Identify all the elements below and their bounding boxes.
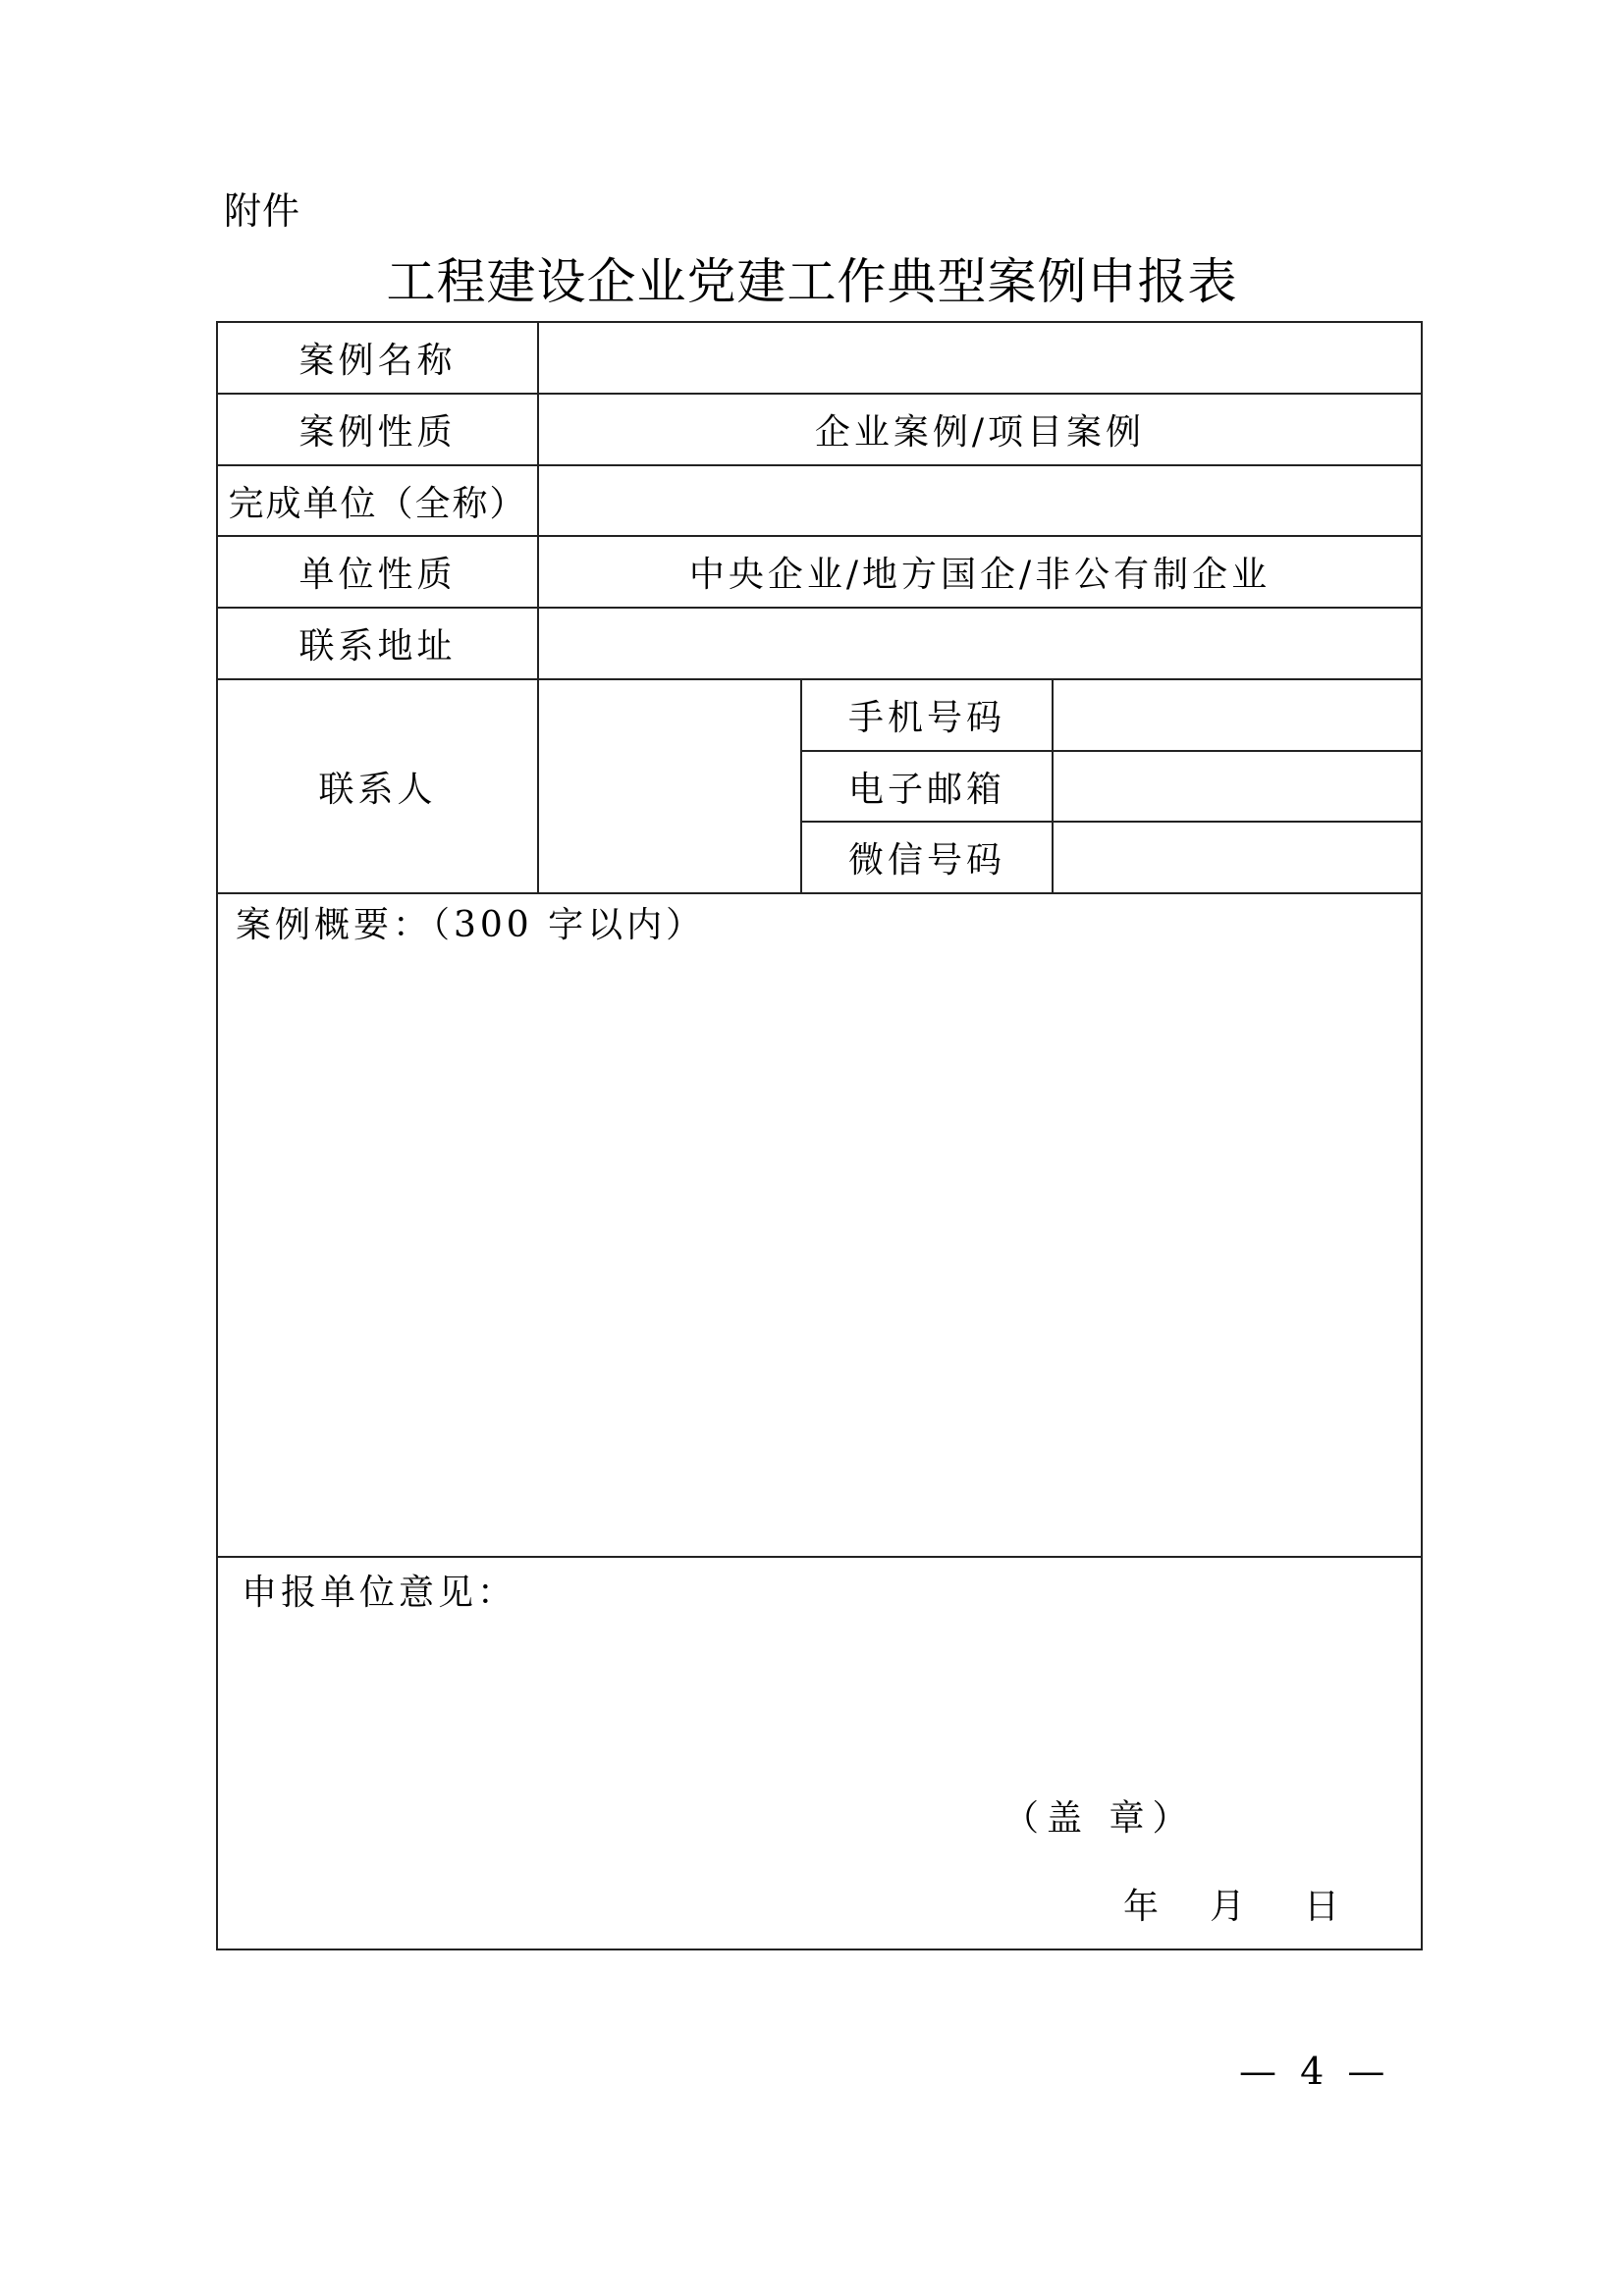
contact-person-label: 联系人 — [218, 680, 539, 894]
unit-nature-label: 单位性质 — [218, 537, 539, 609]
page-number: — 4 — — [1239, 2050, 1391, 2093]
completing-unit-field[interactable] — [539, 466, 1421, 537]
date-month-label: 月 — [1210, 1887, 1250, 1927]
case-nature-field[interactable]: 企业案例/项目案例 — [539, 395, 1421, 466]
wechat-field[interactable] — [1054, 823, 1421, 894]
completing-unit-label: 完成单位（全称） — [218, 466, 539, 537]
summary-label: 案例概要：（300 字以内） — [236, 905, 706, 945]
date-day-label: 日 — [1304, 1887, 1344, 1927]
case-nature-label: 案例性质 — [218, 395, 539, 466]
email-field[interactable] — [1054, 752, 1421, 823]
date-year-label: 年 — [1123, 1887, 1164, 1927]
unit-nature-field[interactable]: 中央企业/地方国企/非公有制企业 — [539, 537, 1421, 609]
email-label: 电子邮箱 — [802, 752, 1054, 823]
case-name-label: 案例名称 — [218, 323, 539, 395]
contact-address-field[interactable] — [539, 609, 1421, 680]
form-title: 工程建设企业党建工作典型案例申报表 — [386, 253, 1238, 310]
seal-label: （盖 章） — [1003, 1798, 1196, 1839]
summary-field[interactable] — [218, 894, 1421, 1558]
attachment-label: 附件 — [224, 189, 301, 233]
wechat-label: 微信号码 — [802, 823, 1054, 894]
case-name-field[interactable] — [539, 323, 1421, 395]
application-form — [216, 321, 1423, 1950]
contact-person-name-field[interactable] — [539, 680, 802, 894]
opinion-label: 申报单位意见： — [242, 1573, 517, 1613]
mobile-field[interactable] — [1054, 680, 1421, 752]
contact-address-label: 联系地址 — [218, 609, 539, 680]
mobile-label: 手机号码 — [802, 680, 1054, 752]
